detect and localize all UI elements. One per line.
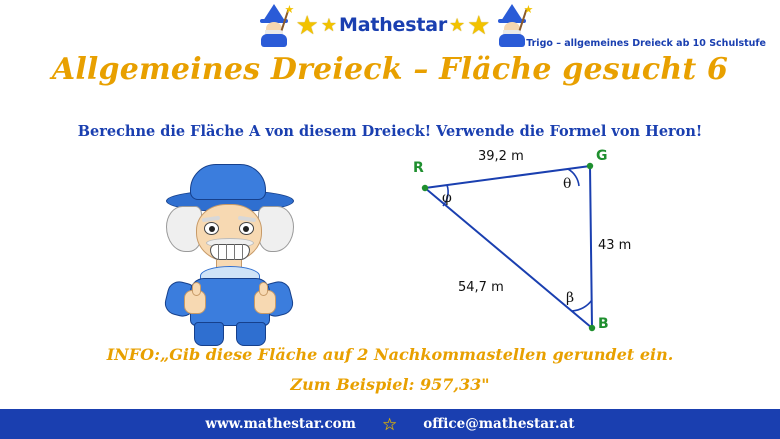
vertex-label-g: G — [596, 148, 608, 164]
star-icon: ★ — [467, 10, 491, 40]
course-label: Trigo – allgemeines Dreieck ab 10 Schulstufe — [526, 38, 766, 49]
triangle-figure — [400, 148, 650, 348]
page-title: Allgemeines Dreieck – Fläche gesucht 6 — [51, 52, 729, 87]
vertex-label-b: B — [598, 316, 609, 332]
footer-website-link[interactable]: www.mathestar.com — [205, 416, 356, 432]
instruction-text: Berechne die Fläche A von diesem Dreieck! Verwende die Formel von Heron! — [77, 123, 703, 140]
star-icon: ☆ — [381, 414, 398, 434]
info-line-1: INFO:„Gib diese Fläche auf 2 Nachkommastellen gerundet ein. — [106, 345, 674, 364]
angle-label-phi: φ — [442, 190, 452, 206]
star-icon: ★ — [320, 15, 337, 35]
einstein-mascot-icon — [150, 162, 340, 347]
angle-label-theta: θ — [563, 176, 572, 192]
footer-email-link[interactable]: office@mathestar.at — [423, 416, 575, 432]
side-label-rg: 39,2 m — [478, 149, 524, 164]
angle-label-beta: β — [566, 290, 575, 306]
star-icon: ★ — [295, 10, 319, 40]
side-label-gb: 43 m — [598, 238, 632, 253]
brand-name: Mathestar — [338, 14, 447, 36]
wizard-icon: ★ — [492, 3, 532, 47]
star-icon: ★ — [449, 15, 466, 35]
info-line-2: Zum Beispiel: 957,33" — [290, 375, 490, 394]
brand-logo — [248, 2, 538, 48]
vertex-label-r: R — [413, 160, 424, 176]
side-label-rb: 54,7 m — [458, 280, 504, 295]
wizard-icon: ★ — [254, 3, 294, 47]
footer-bar — [0, 409, 780, 439]
